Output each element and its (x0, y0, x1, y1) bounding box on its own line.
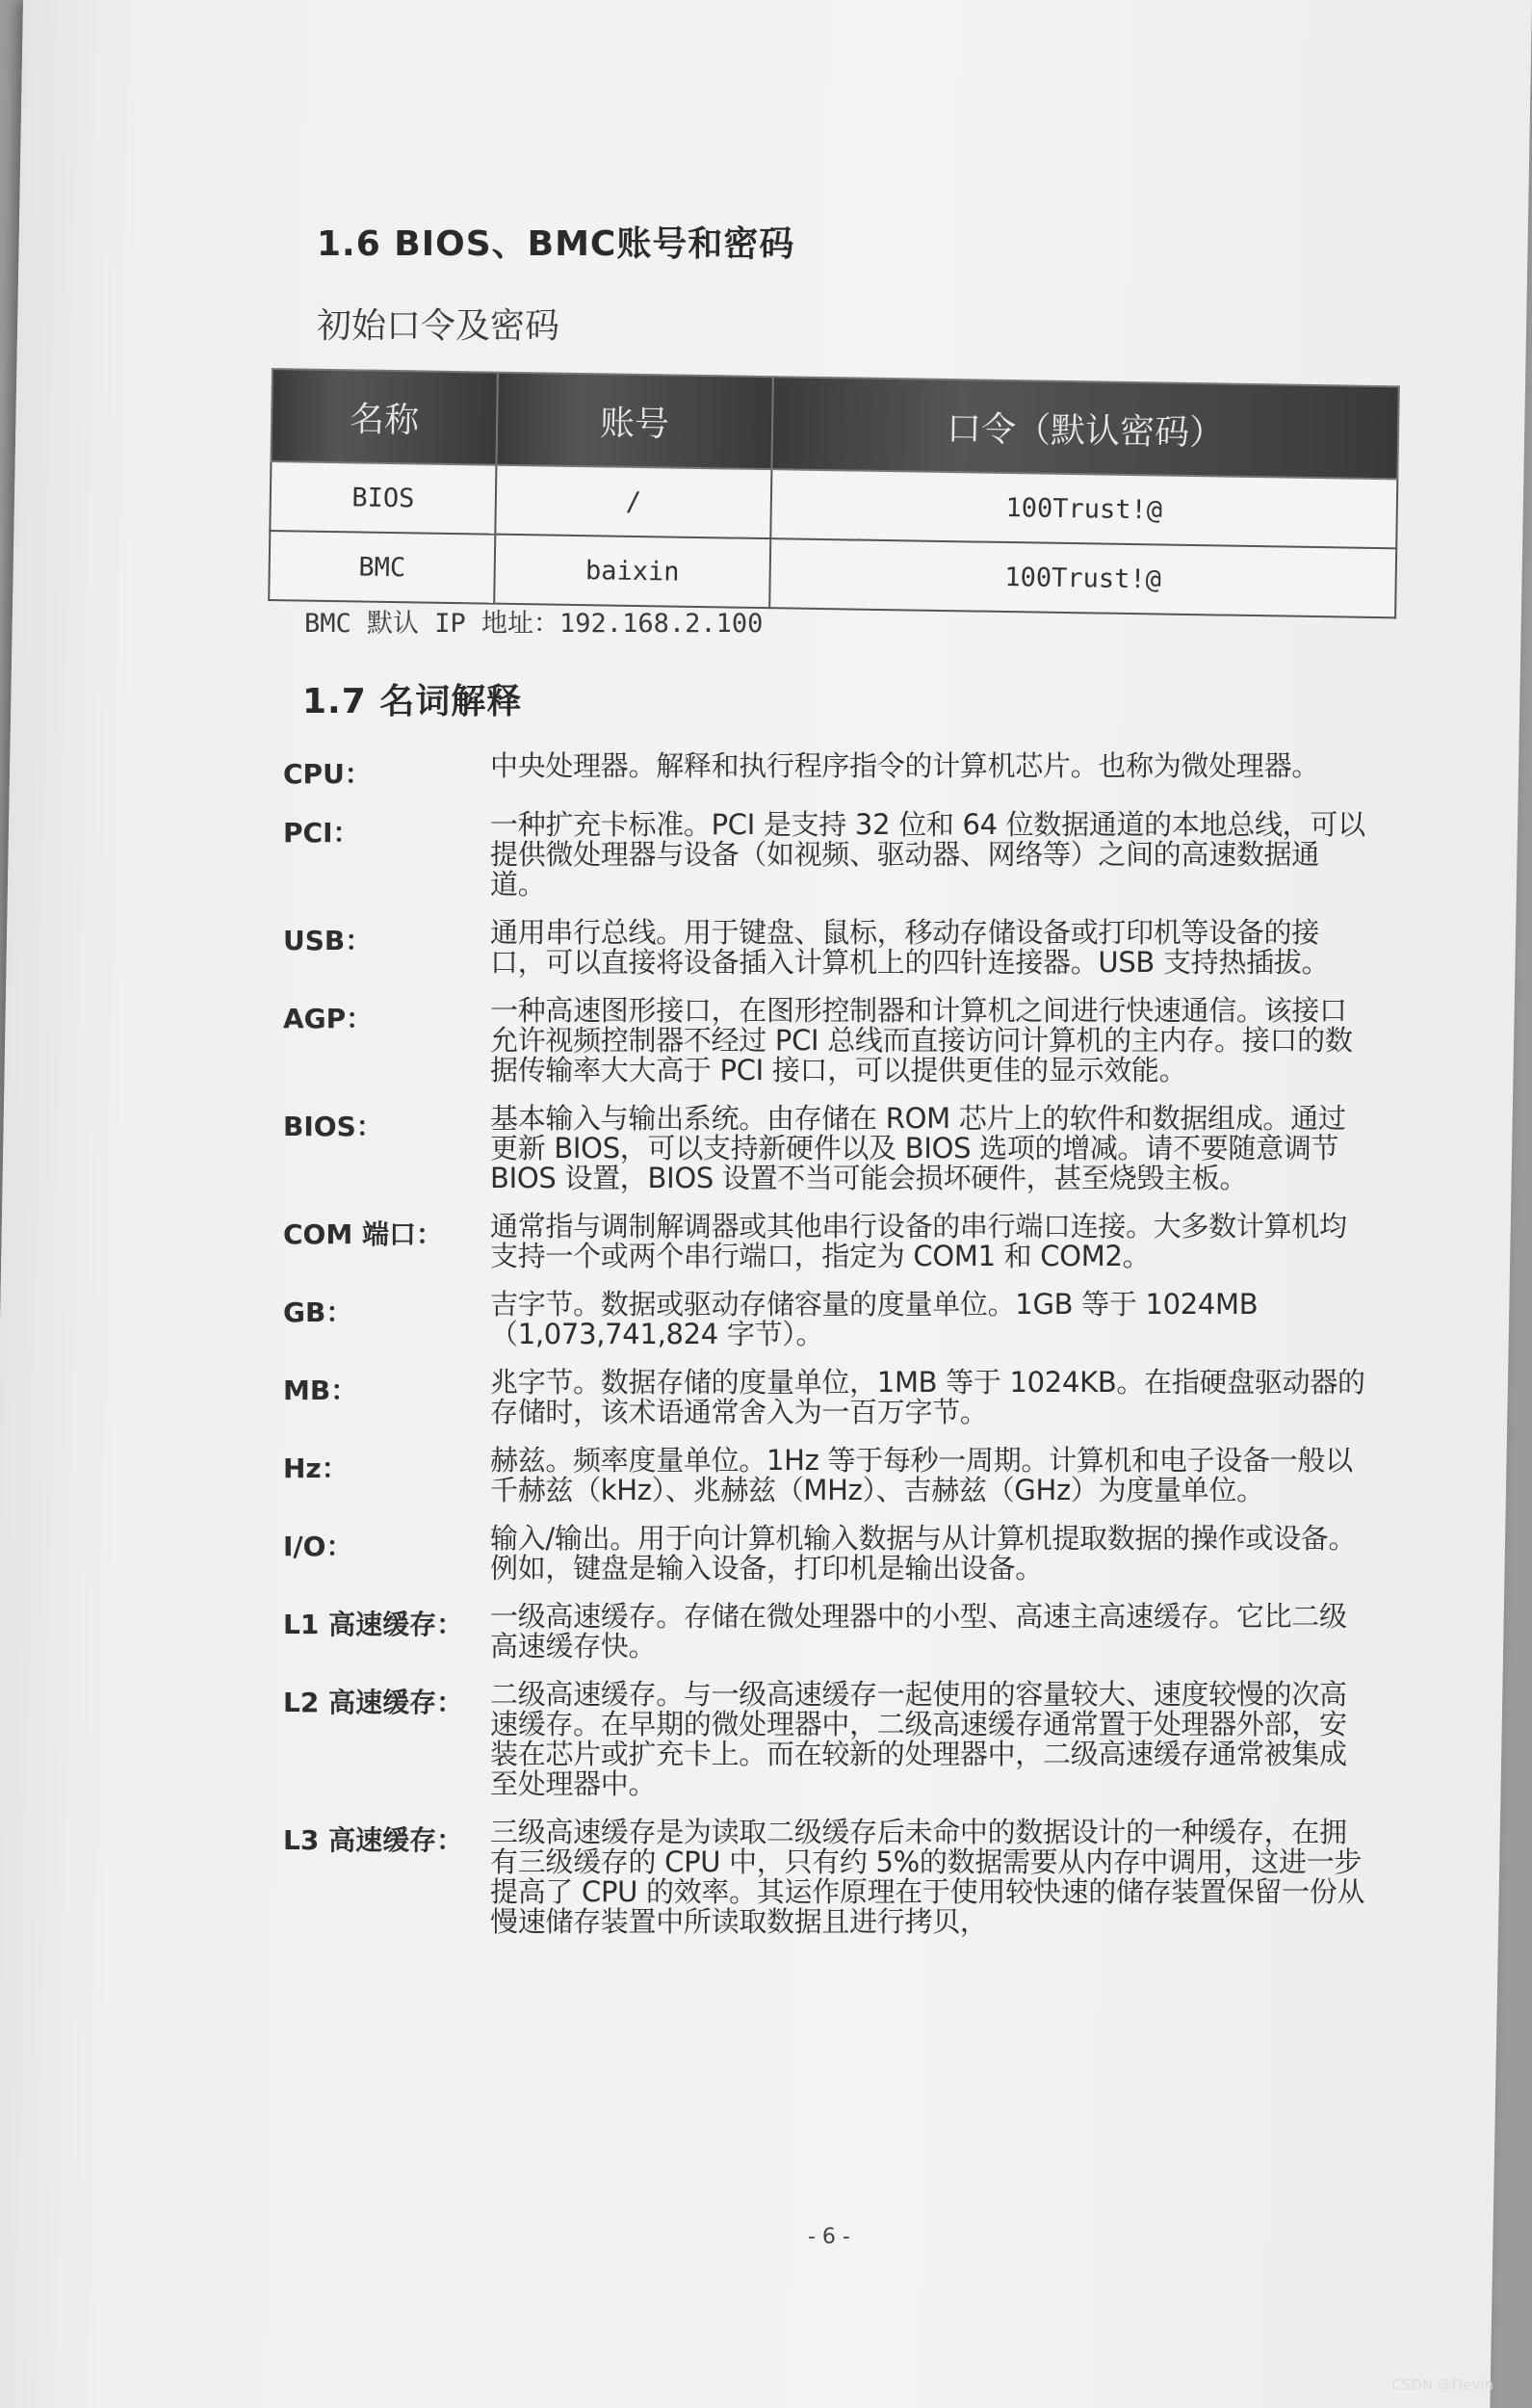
header-account: 账号 (496, 373, 772, 469)
term-definition: 通用串行总线。用于键盘、鼠标，移动存储设备或打印机等设备的接口，可以直接将设备插入计算机上的四针连接器。USB 支持热插拔。 (490, 916, 1330, 979)
term-definition: 一种扩充卡标准。PCI 是支持 32 位和 64 位数据通道的本地总线，可以提供微处理器与设备（如视频、驱动器、网络等）之间的高速数据通道。 (490, 808, 1365, 901)
glossary-item (283, 1680, 1366, 1799)
term-name: BIOS： (283, 1111, 383, 1142)
term-name: PCI： (283, 817, 360, 849)
term-definition: 吉字节。数据或驱动存储容量的度量单位。1GB 等于 1024MB（1,073,741,824 字节）。 (490, 1288, 1259, 1350)
term-definition: 输入/输出。用于向计算机输入数据与从计算机提取数据的操作或设备。例如，键盘是输入设备，打印机是输出设备。 (489, 1522, 1357, 1584)
term-name: L2 高速缓存： (283, 1687, 464, 1718)
glossary-item (283, 1818, 1366, 1937)
term-name: L3 高速缓存： (283, 1824, 464, 1856)
term-definition: 一级高速缓存。存储在微处理器中的小型、高速主高速缓存。它比二级高速缓存快。 (490, 1600, 1347, 1662)
credentials-table (268, 368, 1400, 618)
term-definition: 一种高速图形接口，在图形控制器和计算机之间进行快速通信。该接口允许视频控制器不经过 PCI 总线而直接访问计算机的主内存。接口的数据传输率大大高于 PCI 接口，可以提供更佳的显示效能。 (490, 994, 1353, 1086)
glossary-item (283, 1104, 1366, 1193)
cell-name: BMC (269, 531, 495, 604)
glossary-item (283, 1290, 1366, 1349)
term-definition: 赫兹。频率度量单位。1Hz 等于每秒一周期。计算机和电子设备一般以千赫兹（kHz）、兆赫兹（MHz）、吉赫兹（GHz）为度量单位。 (490, 1444, 1353, 1506)
term-name: GB： (283, 1296, 353, 1328)
term-name: USB： (283, 925, 373, 956)
term-name: CPU： (283, 758, 372, 790)
header-password: 口令（默认密码） (771, 377, 1398, 479)
header-name: 名称 (271, 369, 497, 465)
glossary-item (283, 1524, 1366, 1584)
glossary-item (283, 810, 1366, 900)
term-definition: 兆字节。数据存储的度量单位，1MB 等于 1024KB。在指硬盘驱动器的存储时，该术语通常舍入为一百万字节。 (490, 1366, 1365, 1428)
term-name: I/O： (283, 1531, 353, 1562)
term-name: L1 高速缓存： (283, 1609, 464, 1640)
cell-password: 100Trust!@ (770, 469, 1397, 548)
bmc-ip-note: BMC 默认 IP 地址：192.168.2.100 (304, 609, 764, 639)
table-caption: 初始口令及密码 (317, 306, 560, 346)
term-definition: 三级高速缓存是为读取二级缓存后未命中的数据设计的一种缓存，在拥有三级缓存的 CPU 中，只有约 5%的数据需要从内存中调用，这进一步提高了 CPU 的效率。其运作原理在于使用较快速的储存装置保留一份从慢速储存装置中所读取数据且进行拷贝， (489, 1816, 1365, 1938)
cell-account: baixin (494, 535, 770, 608)
term-name: AGP： (283, 1003, 374, 1034)
watermark: CSDN @Devin (1391, 2376, 1493, 2394)
term-name: MB： (283, 1374, 358, 1406)
term-definition: 中央处理器。解释和执行程序指令的计算机芯片。也称为微处理器。 (490, 749, 1320, 782)
term-definition: 通常指与调制解调器或其他串行设备的串行端口连接。大多数计算机均支持一个或两个串行端口，指定为 COM1 和 COM2。 (490, 1210, 1347, 1272)
section-heading-1-7: 1.7 名词解释 (302, 682, 523, 721)
cell-password: 100Trust!@ (769, 538, 1396, 617)
term-name: Hz： (283, 1453, 349, 1484)
glossary-item (283, 751, 1366, 792)
term-definition: 基本输入与输出系统。由存储在 ROM 芯片上的软件和数据组成。通过更新 BIOS，可以支持新硬件以及 BIOS 选项的增减。请不要随意调节 BIOS 设置，BIOS 设置不当可能会损坏硬件，甚至烧毁主板。 (490, 1102, 1346, 1194)
page-number: - 6 - (808, 2225, 850, 2249)
table-header-row (271, 369, 1398, 479)
glossary-item (283, 1212, 1366, 1271)
cell-account: / (495, 465, 771, 538)
cell-name: BIOS (270, 461, 496, 535)
glossary-item (283, 1602, 1366, 1662)
term-definition: 二级高速缓存。与一级高速缓存一起使用的容量较大、速度较慢的次高速缓存。在早期的微处理器中，二级高速缓存通常置于处理器外部，安装在芯片或扩充卡上。而在较新的处理器中，二级高速缓存通常被集成至处理器中。 (490, 1678, 1347, 1800)
term-name: COM 端口： (283, 1218, 443, 1250)
glossary-item (283, 1368, 1366, 1427)
glossary-item (283, 996, 1366, 1086)
glossary-list (283, 751, 1366, 1955)
glossary-item (283, 918, 1366, 978)
glossary-item (283, 1446, 1366, 1505)
section-heading-1-6: 1.6 BIOS、BMC账号和密码 (317, 224, 795, 264)
